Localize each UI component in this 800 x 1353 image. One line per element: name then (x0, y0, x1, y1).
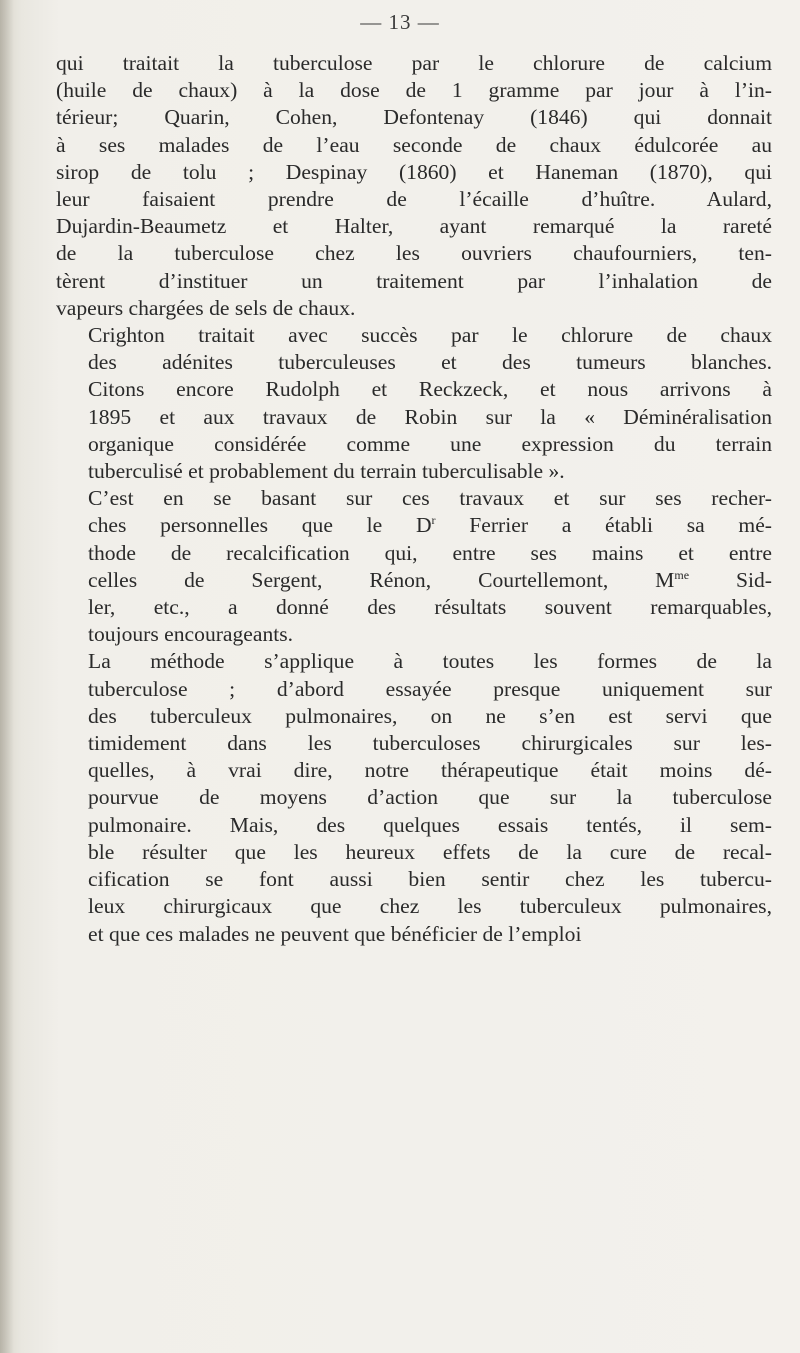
text-line: organique considérée comme une expression du terrain (88, 431, 772, 456)
spine-shadow (0, 0, 14, 1353)
paragraph (56, 648, 772, 947)
text-line: tuberculose ; d’abord essayée presque uniquement sur (88, 676, 772, 701)
text-line: ble résulter que les heureux effets de la cure de recal- (88, 839, 772, 864)
text-line: Citons encore Rudolph et Reckzeck, et nous arrivons à (88, 377, 772, 402)
text-line: leur faisaient prendre de l’écaille d’huître. Aulard, (56, 187, 772, 212)
text-line: sirop de tolu ; Despinay (1860) et Haneman (1870), qui (56, 159, 772, 184)
text-line: pulmonaire. Mais, des quelques essais tentés, il sem- (88, 812, 772, 837)
text-line: à ses malades de l’eau seconde de chaux édulcorée au (56, 132, 772, 157)
paragraph (56, 485, 772, 648)
body-text (56, 50, 772, 948)
paragraph (56, 50, 772, 322)
text-line: qui traitait la tuberculose par le chlorure de calcium (56, 51, 772, 75)
text-line: térieur; Quarin, Cohen, Defontenay (1846) qui donnait (56, 105, 772, 130)
text-line: des adénites tuberculeuses et des tumeurs blanches. (88, 350, 772, 375)
text-line: cification se font aussi bien sentir chez les tubercu- (88, 867, 772, 892)
text-line: C’est en se basant sur ces travaux et sur ses recher- (88, 486, 772, 511)
text-line: tuberculisé et probablement du terrain tuberculisable ». (88, 459, 565, 484)
text-line: leux chirurgicaux que chez les tuberculeux pulmonaires, (88, 894, 772, 919)
text-line: Crighton traitait avec succès par le chlorure de chaux (88, 323, 772, 348)
text-line: Dujardin-Beaumetz et Halter, ayant remarqué la rareté (56, 214, 772, 239)
text-line: et que ces malades ne peuvent que bénéficier de l’emploi (88, 921, 582, 946)
text-line: thode de recalcification qui, entre ses mains et entre (88, 540, 772, 565)
text-line: tèrent d’instituer un traitement par l’inhalation de (56, 268, 772, 293)
text-line: La méthode s’applique à toutes les formes de la (88, 649, 772, 674)
text-line: de la tuberculose chez les ouvriers chaufourniers, ten- (56, 241, 772, 266)
text-line: des tuberculeux pulmonaires, on ne s’en est servi que (88, 703, 772, 728)
paragraph (56, 322, 772, 485)
text-line: pourvue de moyens d’action que sur la tuberculose (88, 785, 772, 810)
text-line: 1895 et aux travaux de Robin sur la « Déminéralisation (88, 404, 772, 429)
text-line: timidement dans les tuberculoses chirurgicales sur les- (88, 731, 772, 756)
page-number: — 13 — (360, 10, 440, 34)
text-line: ches personnelles que le $D^r$ Ferrier a établi sa mé- (88, 513, 772, 538)
text-line: (huile de chaux) à la dose de 1 gramme par jour à l’in- (56, 78, 772, 103)
text-line: quelles, à vrai dire, notre thérapeutique était moins dé- (88, 758, 772, 783)
text-line: celles de Sergent, Rénon, Courtellemont, $M^{me}$ Sid- (88, 567, 772, 592)
text-line: toujours encourageants. (88, 622, 294, 647)
text-line: vapeurs chargées de sels de chaux. (56, 295, 356, 320)
text-line: ler, etc., a donné des résultats souvent remarquables, (88, 595, 772, 620)
